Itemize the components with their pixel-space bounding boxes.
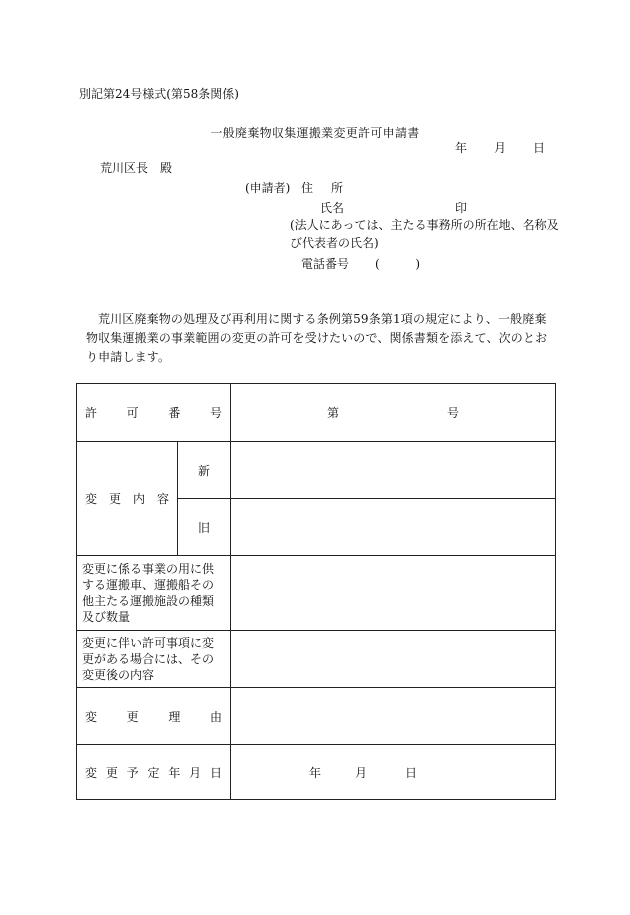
label-char: 定	[147, 765, 160, 780]
applicant-name-label	[320, 200, 345, 216]
label-char: 号	[209, 406, 222, 420]
date-month-label: 月	[493, 141, 506, 155]
vehicles-field[interactable]	[231, 556, 555, 630]
corporation-note: (法人にあっては、主たる事務所の所在地、名称及び代表者の氏名)	[290, 218, 559, 250]
label-char: 番	[168, 406, 181, 420]
address-label-char-2: 所	[330, 181, 343, 195]
application-statement: 荒川区廃棄物の処理及び再利用に関する条例第59条第1項の規定により、一般廃棄物収集運搬業の事業範囲の変更の許可を受けたいので、関係書類を添えて、次のとおり申請します。	[86, 312, 548, 364]
date-day-label: 日	[532, 141, 545, 155]
label-char: 予	[126, 765, 139, 780]
planned-date-month: 月	[355, 765, 368, 780]
label-char: 更	[105, 765, 118, 780]
planned-date-day: 日	[405, 765, 418, 780]
planned-date-field[interactable]	[231, 745, 555, 799]
new-content-field[interactable]	[231, 442, 555, 498]
permit-number-suffix: 号	[447, 406, 460, 420]
phone-field	[375, 256, 420, 272]
permit-number-label	[77, 384, 230, 441]
name-label-char-2: 名	[332, 201, 345, 215]
change-content-label	[77, 442, 177, 555]
label-char: 月	[189, 765, 202, 780]
document-reference: 別記第24号様式(第58条関係)	[79, 87, 239, 101]
old-content-field[interactable]	[231, 499, 555, 555]
label-char: 更	[126, 709, 139, 724]
planned-date-year: 年	[309, 765, 322, 780]
old-label: 旧	[197, 520, 210, 535]
phone-label: 電話番号	[301, 257, 350, 271]
addressee: 荒川区長 殿	[100, 161, 173, 175]
change-reason-field[interactable]	[231, 688, 555, 744]
permit-number-prefix: 第	[327, 406, 340, 420]
applicant-address-label	[301, 180, 343, 196]
label-char: 変	[85, 709, 98, 724]
label-char: 理	[168, 709, 181, 724]
label-char: 変	[85, 765, 98, 780]
label-char: 許	[85, 406, 98, 420]
seal-mark: 印	[455, 201, 468, 215]
label-char: 由	[209, 709, 222, 724]
document-title: 一般廃棄物収集運搬業変更許可申請書	[210, 126, 420, 140]
date-year-label: 年	[455, 141, 468, 155]
label-char: 容	[156, 492, 169, 506]
phone-paren-open: (	[375, 257, 380, 271]
vehicles-label: 変更に係る事業の用に供する運搬車、運搬船その他主たる運搬施設の種類及び数量	[82, 562, 215, 624]
label-char: 更	[108, 492, 121, 506]
new-label: 新	[197, 463, 210, 478]
application-date	[455, 140, 545, 156]
application-form-table	[76, 383, 556, 800]
name-label-char-1: 氏	[320, 201, 333, 215]
label-char: 変	[85, 492, 98, 506]
label-char: 年	[168, 765, 181, 780]
permit-number-field[interactable]	[231, 384, 555, 441]
phone-paren-close: )	[415, 257, 420, 271]
permit-items-field[interactable]	[231, 631, 555, 687]
planned-date-label	[77, 745, 230, 799]
applicant-role-label: (申請者)	[245, 181, 291, 195]
change-reason-label	[77, 688, 230, 744]
address-label-char-1: 住	[301, 181, 314, 195]
label-char: 内	[132, 492, 145, 506]
label-char: 可	[126, 406, 139, 420]
permit-items-label: 変更に伴い許可事項に変更がある場合には、その変更後の内容	[82, 636, 215, 682]
label-char: 日	[209, 765, 222, 780]
